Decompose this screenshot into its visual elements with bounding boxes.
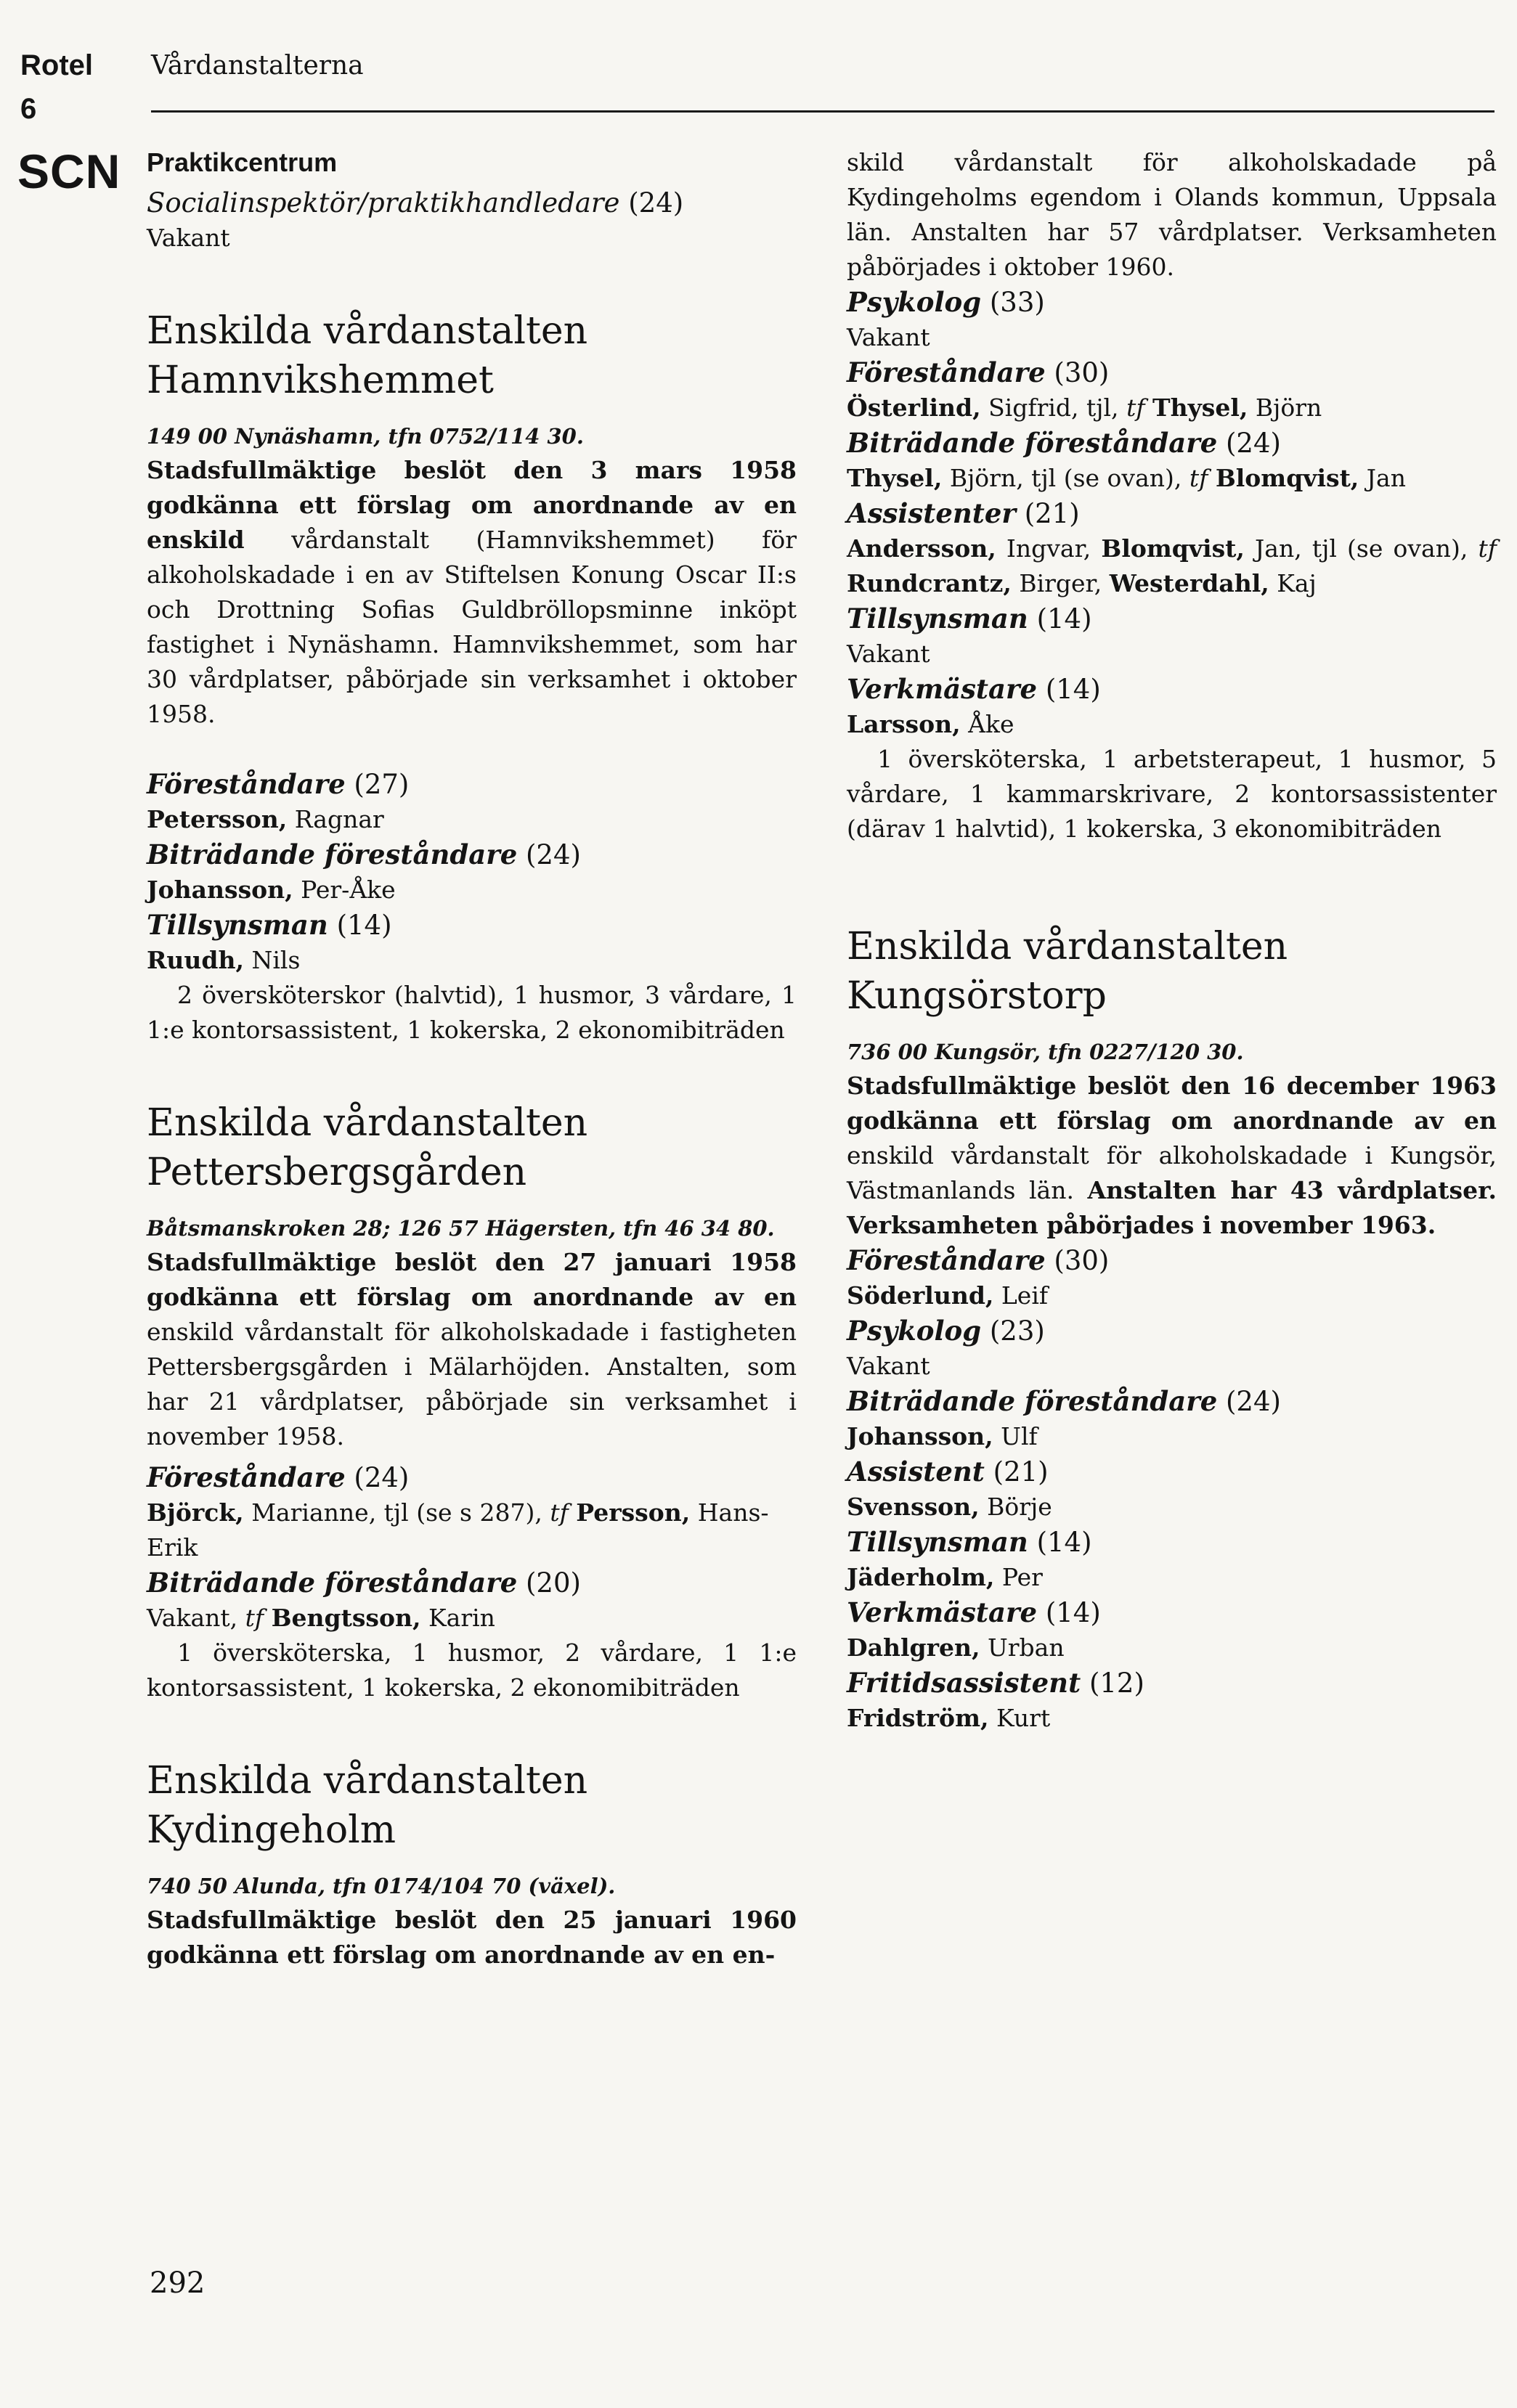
surname: Andersson, <box>847 534 996 563</box>
role-grade: (21) <box>993 1456 1049 1487</box>
role-title: Socialinspektör/praktikhandledare <box>147 187 620 219</box>
tf-label: tf <box>550 1498 569 1527</box>
role-title: Assistenter <box>847 497 1016 529</box>
hamnvik-intro <box>147 453 797 732</box>
section-kydingeholm <box>147 1756 797 1972</box>
surname: Ruudh, <box>147 946 244 974</box>
role-grade: (14) <box>336 910 392 941</box>
hamnvik-role-2 <box>147 837 797 873</box>
kung-tillsynsman <box>847 1525 1497 1560</box>
role-grade: (20) <box>526 1567 581 1599</box>
kyding-cont-text: skild vårdanstalt för alkoholskadade på Kydingeholms egendom i Olands kommun, Uppsala län. Anstalten har 57 vårdplatser. Verksamheten påbörjades i oktober 1960. <box>847 148 1497 281</box>
kung-bitr-forestandare <box>847 1384 1497 1419</box>
given-name: Karin <box>428 1604 495 1632</box>
kyding-psykolog <box>847 285 1497 320</box>
given-name: Ulf <box>1001 1422 1038 1450</box>
kyding-tillsynsman <box>847 601 1497 637</box>
page-code: 6 <box>20 93 37 125</box>
given-name-2: Hans-Erik <box>147 1498 769 1562</box>
hamnvik-staff: 2 översköterskor (halvtid), 1 husmor, 3 vårdare, 1 1:e kontorsassistent, 1 kokerska, 2 ekonomibiträden <box>147 981 797 1044</box>
kung-psykolog <box>847 1313 1497 1349</box>
surname: Blomqvist, <box>1101 534 1245 563</box>
section-pettersbergsgarden <box>147 1098 797 1705</box>
kung-tillsynsman-person <box>847 1560 1497 1595</box>
given-name: Urban <box>987 1633 1065 1662</box>
vakant-label: Vakant, <box>147 1604 238 1632</box>
role-grade: (24) <box>628 187 684 219</box>
praktikcentrum-title: Praktikcentrum <box>147 147 338 177</box>
role-title: Fritidsassistent <box>847 1667 1081 1699</box>
given-name: Sigfrid, tjl, <box>988 393 1119 422</box>
role-grade: (14) <box>1045 1597 1101 1628</box>
kyding-tillsynsman-value: Vakant <box>847 640 930 668</box>
petters-staff: 1 översköterska, 1 husmor, 2 vårdare, 1 1:e kontorsassistent, 1 kokerska, 2 ekonomibiträden <box>147 1638 797 1702</box>
page-number: 292 <box>150 2266 206 2300</box>
given-name: Birger, <box>1019 569 1102 597</box>
intro-mid: enskild vårdanstalt för alkoholskadade i Kungsör, Västmanlands län. <box>847 1141 1497 1204</box>
hamnvik-address: 149 00 Nynäshamn, tfn 0752/114 30. <box>147 424 584 449</box>
petters-role-2 <box>147 1565 797 1601</box>
role-title: Föreståndare <box>147 1461 346 1493</box>
surname: Jäderholm, <box>847 1563 995 1591</box>
kung-forestandare <box>847 1243 1497 1278</box>
role-grade: (14) <box>1036 1527 1092 1558</box>
given-name: Kurt <box>996 1704 1051 1732</box>
role-title: Föreståndare <box>147 768 346 800</box>
hamnvik-person-1 <box>147 802 797 837</box>
tf-label: tf <box>245 1604 264 1632</box>
hamnvik-role-1 <box>147 767 797 802</box>
surname: Westerdahl, <box>1109 569 1269 597</box>
role-title: Tillsynsman <box>847 1526 1028 1558</box>
role-title: Tillsynsman <box>847 603 1028 634</box>
surname: Petersson, <box>147 805 288 833</box>
role-title: Föreståndare <box>847 1244 1046 1276</box>
petters-address: Båtsmanskroken 28; 126 57 Hägersten, tfn 46 34 80. <box>147 1216 775 1241</box>
role-grade: (14) <box>1036 603 1092 634</box>
role-title: Verkmästare <box>847 1596 1038 1628</box>
scn-label: SCN <box>17 144 121 198</box>
role-grade: (21) <box>1024 498 1080 529</box>
intro-bold: Stadsfullmäktige beslöt den 25 januari 1960 godkänna ett förslag om anordnande av en en- <box>147 1906 797 1969</box>
kung-address: 736 00 Kungsör, tfn 0227/120 30. <box>847 1040 1244 1064</box>
rotel-label: Rotel <box>20 49 93 81</box>
intro-bold: Stadsfullmäktige beslöt den 16 december 1963 godkänna ett förslag om anordnande av en <box>847 1072 1497 1135</box>
hamnvik-role-3 <box>147 907 797 943</box>
role-title: Psykolog <box>847 286 982 318</box>
given-name: Ingvar, <box>1006 534 1091 563</box>
kyding-address: 740 50 Alunda, tfn 0174/104 70 (växel). <box>147 1874 616 1898</box>
surname: Johansson, <box>147 876 293 904</box>
kyding-verkmastare <box>847 672 1497 707</box>
given-name-2: Björn <box>1255 393 1322 422</box>
kyding-bitr-person <box>847 461 1497 496</box>
petters-role-1 <box>147 1460 797 1495</box>
kung-forestandare-person <box>847 1278 1497 1313</box>
given-name-2: Jan <box>1366 464 1406 492</box>
role-title: Assistent <box>847 1456 985 1487</box>
given-name: Per <box>1001 1563 1043 1591</box>
kung-intro <box>847 1069 1497 1243</box>
role-title: Psykolog <box>847 1315 982 1347</box>
role-grade: (33) <box>989 287 1045 318</box>
given-name: Per-Åke <box>301 876 396 904</box>
intro-bold: Stadsfullmäktige beslöt den 3 mars 1958 godkänna ett förslag om anordnande av en enskild <box>147 456 797 554</box>
kyding-forestandare <box>847 355 1497 391</box>
kyding-psykolog-value: Vakant <box>847 323 930 351</box>
header-rule <box>151 110 1494 113</box>
kung-assistent <box>847 1454 1497 1490</box>
surname: Björck, <box>147 1498 244 1527</box>
role-grade: (27) <box>354 769 410 800</box>
hamnvik-title: Enskilda vårdanstalten Hamnvikshemmet <box>147 309 588 402</box>
kung-verkmastare <box>847 1595 1497 1630</box>
given-name: Jan, tjl (se ovan), <box>1255 534 1468 563</box>
kyding-verkmastare-person <box>847 707 1497 742</box>
tf-label: tf <box>1189 464 1208 492</box>
surname-2: Blomqvist, <box>1215 464 1359 492</box>
surname: Bengtsson, <box>271 1604 421 1632</box>
right-column <box>847 145 1497 1736</box>
praktik-value: Vakant <box>147 224 230 252</box>
role-title: Biträdande föreståndare <box>147 838 518 870</box>
role-grade: (23) <box>989 1315 1045 1347</box>
intro-rest: enskild vårdanstalt för alkoholskadade i fastigheten Pettersbergsgården i Mälarhöjden. Anstalten, som har 21 vårdplatser, påbörjade sin verksamhet i november 1958. <box>147 1318 797 1450</box>
surname: Johansson, <box>847 1422 993 1450</box>
surname: Österlind, <box>847 393 981 422</box>
role-grade: (30) <box>1054 1245 1110 1276</box>
kung-title: Enskilda vårdanstalten Kungsörstorp <box>847 925 1288 1018</box>
given-name: Marianne, tjl (se s 287), <box>251 1498 542 1527</box>
hamnvik-person-3 <box>147 943 797 978</box>
surname-2: Thysel, <box>1152 393 1248 422</box>
kyding-title: Enskilda vårdanstalten Kydingeholm <box>147 1759 588 1852</box>
role-grade: (24) <box>1226 1386 1281 1417</box>
role-grade: (12) <box>1089 1668 1144 1699</box>
petters-person-2 <box>147 1601 797 1636</box>
given-name: Börje <box>987 1493 1052 1521</box>
given-name: Åke <box>968 710 1014 738</box>
tf-label: tf <box>1478 534 1497 563</box>
surname: Svensson, <box>847 1493 980 1521</box>
kung-psykolog-value: Vakant <box>847 1352 930 1380</box>
surname: Thysel, <box>847 464 943 492</box>
surname: Fridström, <box>847 1704 989 1732</box>
section-kydingeholm-cont <box>847 145 1497 846</box>
petters-intro <box>147 1245 797 1454</box>
given-name: Kaj <box>1277 569 1317 597</box>
section-praktikcentrum <box>147 145 797 256</box>
role-grade: (30) <box>1054 357 1110 388</box>
role-grade: (24) <box>354 1462 410 1493</box>
left-column <box>147 145 797 1972</box>
given-name: Nils <box>251 946 301 974</box>
petters-person-1 <box>147 1495 797 1565</box>
kung-fritidsassistent-person <box>847 1701 1497 1736</box>
petters-title: Enskilda vårdanstalten Pettersbergsgården <box>147 1101 588 1194</box>
intro-rest: vårdanstalt (Hamnvikshemmet) för alkoholskadade i en av Stiftelsen Konung Oscar II:s och Drottning Sofias Guldbröllopsminne inköpt fastighet i Nynäshamn. Hamnvikshemmet, som har 30 vårdplatser, påbörjade sin verksamhet i oktober 1958. <box>147 526 797 728</box>
intro-bold: Stadsfullmäktige beslöt den 27 januari 1958 godkänna ett förslag om anordnande av en <box>147 1248 797 1311</box>
surname: Söderlund, <box>847 1281 994 1310</box>
kyding-staff: 1 översköterska, 1 arbetsterapeut, 1 husmor, 5 vårdare, 1 kammarskrivare, 2 kontorsassistenter (därav 1 halvtid), 1 kokerska, 3 ekonomibiträden <box>847 745 1497 843</box>
surname: Larsson, <box>847 710 961 738</box>
role-title: Biträdande föreståndare <box>847 1385 1218 1417</box>
kung-assistent-person <box>847 1490 1497 1525</box>
surname: Dahlgren, <box>847 1633 980 1662</box>
role-grade: (24) <box>526 839 581 870</box>
surname: Rundcrantz, <box>847 569 1012 597</box>
given-name: Björn, tjl (se ovan), <box>949 464 1182 492</box>
kung-bitr-person <box>847 1419 1497 1454</box>
running-title: Vårdanstalterna <box>151 51 364 81</box>
given-name: Ragnar <box>294 805 384 833</box>
tf-label: tf <box>1126 393 1145 422</box>
role-title: Verkmästare <box>847 673 1038 705</box>
role-title: Biträdande föreståndare <box>847 427 1218 459</box>
kyding-intro <box>147 1903 797 1972</box>
section-kungsorstorp <box>847 922 1497 1736</box>
hamnvik-person-2 <box>147 873 797 907</box>
role-title: Biträdande föreståndare <box>147 1567 518 1599</box>
kung-fritidsassistent <box>847 1665 1497 1701</box>
given-name: Leif <box>1001 1281 1049 1310</box>
role-title: Föreståndare <box>847 356 1046 388</box>
kung-verkmastare-person <box>847 1630 1497 1665</box>
section-hamnvikshemmet <box>147 306 797 1048</box>
role-title: Tillsynsman <box>147 909 328 941</box>
praktik-role <box>147 186 797 221</box>
role-grade: (24) <box>1226 428 1281 459</box>
kyding-assistenter-persons <box>847 531 1497 601</box>
role-grade: (14) <box>1045 674 1101 705</box>
kyding-assistenter <box>847 496 1497 531</box>
intro-bold-2: Anstalten har 43 vårdplatser. Verksamheten påbörjades i november 1963. <box>847 1176 1497 1239</box>
surname-2: Persson, <box>576 1498 691 1527</box>
kyding-bitr-forestandare <box>847 425 1497 461</box>
kyding-forestandare-person <box>847 391 1497 425</box>
